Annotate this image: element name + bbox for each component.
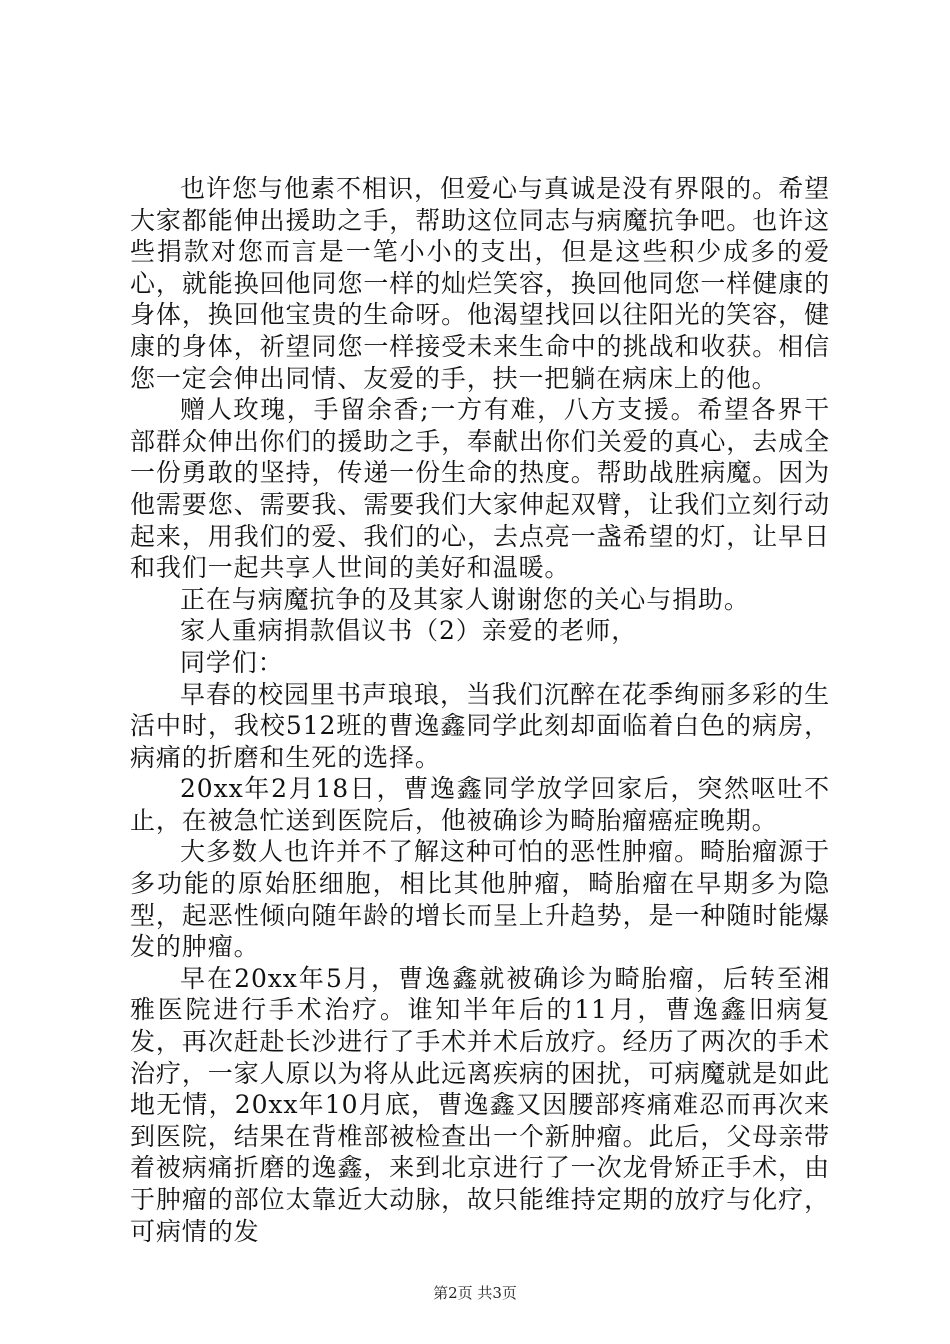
paragraph-tumor-info: 大多数人也许并不了解这种可怕的恶性肿瘤。畸胎瘤源于多功能的原始胚细胞，相比其他肿瘤，畸胎瘤在早期多为隐型，起恶性倾向随年龄的增长而呈上升趋势，是一种随时能爆发的肿瘤。 xyxy=(130,837,830,962)
paragraph-campus: 早春的校园里书声琅琅，当我们沉醉在花季绚丽多彩的生活中时，我校512班的曹逸鑫同学此刻却面临着白色的病房，病痛的折磨和生死的选择。 xyxy=(130,679,830,772)
paragraph-salutation: 同学们： xyxy=(180,647,284,677)
paragraph-history: 早在20xx年5月，曹逸鑫就被确诊为畸胎瘤，后转至湘雅医院进行手术治疗。谁知半年后的11月，曹逸鑫旧病复发，再次赶赴长沙进行了手术并术后放疗。经历了两次的手术治疗，一家人原以为将从此远离疾病的困扰，可病魔就是如此地无情，20xx年10月底，曹逸鑫又因腰部疼痛难忍而再次来到医院，结果在背椎部被检查出一个新肿瘤。此后，父母亲带着被病痛折磨的逸鑫，来到北京进行了一次龙骨矫正手术，由于肿瘤的部位太靠近大动脉，故只能维持定期的放疗与化疗，可病情的发 xyxy=(130,963,830,1246)
paragraph-title-2: 家人重病捐款倡议书（2）亲爱的老师， xyxy=(180,616,638,646)
body-text xyxy=(130,173,830,1247)
paragraph-diagnosis: 20xx年2月18日，曹逸鑫同学放学回家后，突然呕吐不止，在被急忙送到医院后，他被确诊为畸胎瘤癌症晚期。 xyxy=(130,774,830,835)
paragraph-appeal: 也许您与他素不相识，但爱心与真诚是没有界限的。希望大家都能伸出援助之手，帮助这位同志与病魔抗争吧。也许这些捐款对您而言是一笔小小的支出，但是这些积少成多的爱心，就能换回他同您一样的灿烂笑容，换回他同您一样健康的身体，换回他宝贵的生命呀。他渴望找回以往阳光的笑容，健康的身体，祈望同您一样接受未来生命中的挑战和收获。相信您一定会伸出同情、友爱的手，扶一把躺在病床上的他。 xyxy=(130,174,830,393)
page-footer: 第2页 共3页 xyxy=(433,1284,517,1302)
paragraph-roses: 赠人玫瑰，手留余香;一方有难，八方支援。希望各界干部群众伸出你们的援助之手，奉献出你们关爱的真心，去成全一份勇敢的坚持，传递一份生命的热度。帮助战胜病魔。因为他需要您、需要我、需要我们大家伸起双臂，让我们立刻行动起来，用我们的爱、我们的心，去点亮一盏希望的灯，让早日和我们一起共享人世间的美好和温暖。 xyxy=(130,395,830,583)
paragraph-thanks: 正在与病魔抗争的及其家人谢谢您的关心与捐助。 xyxy=(180,584,750,614)
